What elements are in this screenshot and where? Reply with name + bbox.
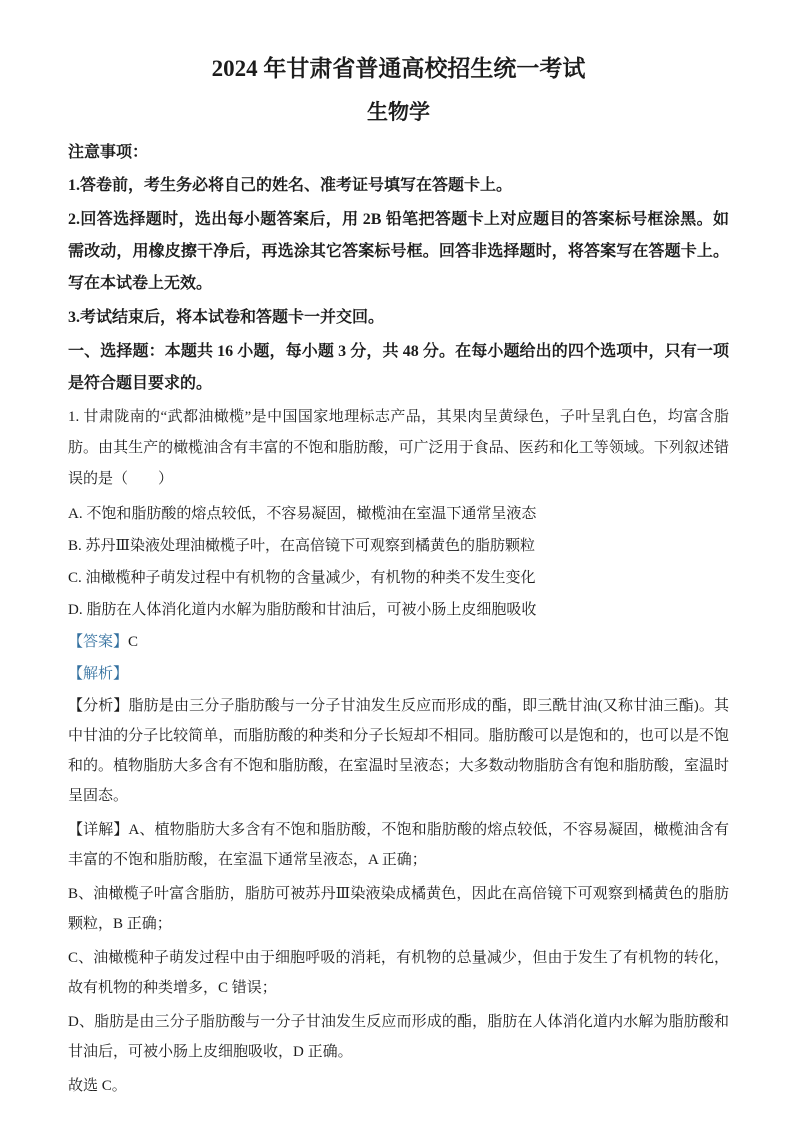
analysis-heading-label: 【解析】 bbox=[68, 666, 129, 682]
notice-item-1: 1.答卷前，考生务必将自己的姓名、准考证号填写在答题卡上。 bbox=[68, 177, 513, 194]
analysis-label: 【分析】 bbox=[68, 698, 129, 714]
answer-label: 【答案】 bbox=[68, 634, 129, 650]
detail-paragraph-a bbox=[68, 815, 729, 875]
analysis-text: 脂肪是由三分子脂肪酸与一分子甘油发生反应而形成的酯，即三酰甘油(又称甘油三酯)。其中甘油的分子比较简单，而脂肪酸的种类和分子长短却不相同。脂肪酸可以是饱和的，也可以是不饱和的。植物脂肪大多含有不饱和脂肪酸，在室温时呈液态；大多数动物脂肪含有饱和脂肪酸，室温时呈固态。 bbox=[68, 698, 729, 804]
notice-heading: 注意事项： bbox=[68, 144, 149, 161]
section-heading: 一、选择题：本题共 16 小题，每小题 3 分，共 48 分。在每小题给出的四个选项中，只有一项是符合题目要求的。 bbox=[68, 343, 729, 392]
question-1-stem: 1. 甘肃陇南的“武都油橄榄”是中国国家地理标志产品，其果肉呈黄绿色，子叶呈乳白色，均富含脂肪。由其生产的橄榄油含有丰富的不饱和脂肪酸，可广泛用于食品、医药和化工等领域。下列叙述错误的是（ ） bbox=[68, 409, 729, 487]
detail-paragraph-d: D、脂肪是由三分子脂肪酸与一分子甘油发生反应而形成的酯，脂肪在人体消化道内水解为脂肪酸和甘油后，可被小肠上皮细胞吸收，D 正确。 bbox=[68, 1014, 729, 1060]
detail-text-a: A、植物脂肪大多含有不饱和脂肪酸，不饱和脂肪酸的熔点较低，不容易凝固，橄榄油含有丰富的不饱和脂肪酸，在室温下通常呈液态，A 正确； bbox=[68, 822, 729, 868]
notice-item-2: 2.回答选择题时，选出每小题答案后，用 2B 铅笔把答题卡上对应题目的答案标号框涂黑。如需改动，用橡皮擦干净后，再选涂其它答案标号框。回答非选择题时，将答案写在答题卡上。写在本试卷上无效。 bbox=[68, 211, 729, 292]
analysis-paragraph bbox=[68, 691, 729, 811]
detail-paragraph-c: C、油橄榄种子萌发过程中由于细胞呼吸的消耗，有机物的总量减少，但由于发生了有机物的转化，故有机物的种类增多，C 错误； bbox=[68, 950, 729, 996]
exam-subject-title: 生物学 bbox=[367, 100, 430, 124]
analysis-heading bbox=[68, 659, 729, 690]
question-1-option-a: A. 不饱和脂肪酸的熔点较低，不容易凝固，橄榄油在室温下通常呈液态 bbox=[68, 506, 537, 522]
notice-item-3: 3.考试结束后，将本试卷和答题卡一并交回。 bbox=[68, 309, 385, 326]
answer-value: C bbox=[128, 634, 139, 650]
detail-label: 【详解】 bbox=[68, 822, 129, 838]
question-1-option-b: B. 苏丹Ⅲ染液处理油橄榄子叶，在高倍镜下可观察到橘黄色的脂肪颗粒 bbox=[68, 538, 535, 554]
exam-title: 2024 年甘肃省普通高校招生统一考试 bbox=[211, 56, 586, 81]
question-1-option-d: D. 脂肪在人体消化道内水解为脂肪酸和甘油后，可被小肠上皮细胞吸收 bbox=[68, 602, 537, 618]
detail-paragraph-b: B、油橄榄子叶富含脂肪，脂肪可被苏丹Ⅲ染液染成橘黄色，因此在高倍镜下可观察到橘黄色的脂肪颗粒，B 正确； bbox=[68, 886, 729, 932]
question-1-option-c: C. 油橄榄种子萌发过程中有机物的含量减少，有机物的种类不发生变化 bbox=[68, 570, 536, 586]
answer-line bbox=[68, 627, 729, 658]
conclusion-line: 故选 C。 bbox=[68, 1078, 127, 1094]
